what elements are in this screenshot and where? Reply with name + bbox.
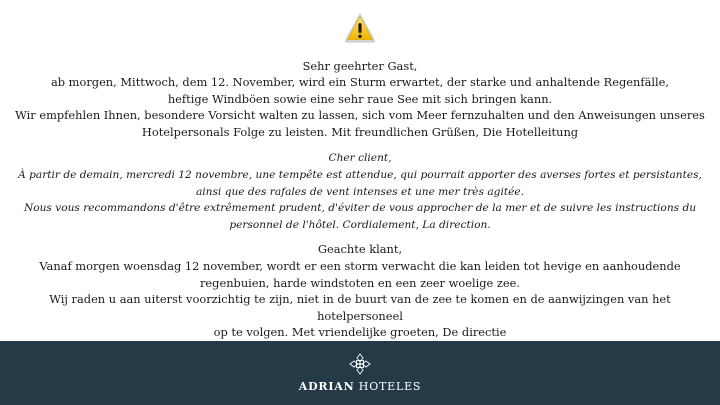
french-greeting: Cher client, — [328, 152, 392, 165]
dutch-line: regenbuien, harde windstoten en een zeer woelige zee. — [199, 275, 521, 290]
brand-name — [299, 380, 422, 393]
german-greeting: Sehr geehrter Gast, — [302, 58, 418, 73]
german-line: ab morgen, Mittwoch, dem 12. November, wird ein Sturm erwartet, der starke und anhaltende Regenfälle, — [50, 75, 670, 90]
french-line: ainsi que des rafales de vent intenses et une mer très agitée. — [195, 185, 525, 198]
warning-triangle-icon — [335, 12, 385, 44]
adrian-hoteles-logo-icon — [349, 353, 371, 375]
french-line: À partir de demain, mercredi 12 novembre, une tempête est attendue, qui pourrait apporter des averses fortes et persistantes, — [18, 169, 702, 182]
french-message — [10, 150, 710, 233]
french-line: Nous vous recommandons d'être extrêmement prudent, d'éviter de vous approcher de la mer et de suivre les instructions du — [23, 202, 697, 215]
dutch-line: Vanaf morgen woensdag 12 november, wordt er een storm verwacht die kan leiden tot hevige en aanhoudende — [39, 259, 681, 274]
french-line: personnel de l'hôtel. Cordialement, La direction. — [229, 218, 491, 231]
hotel-footer — [0, 341, 720, 405]
german-line: Wir empfehlen Ihnen, besondere Vorsicht walten zu lassen, sich vom Meer fernzuhalten und den Anweisungen unseres — [15, 108, 705, 123]
brand-name-bold: ADRIAN — [298, 380, 355, 393]
dutch-line: Wij raden u aan uiterst voorzichtig te zijn, niet in de buurt van de zee te komen en de aanwijzingen van het hotelpersoneel — [49, 292, 671, 323]
dutch-line: op te volgen. Met vriendelijke groeten, De directie — [213, 325, 507, 340]
brand-name-rest: HOTELES — [354, 380, 422, 393]
german-line: heftige Windböen sowie eine sehr raue See mit sich bringen kann. — [167, 91, 553, 106]
german-message — [10, 58, 710, 141]
dutch-message — [10, 241, 710, 341]
dutch-greeting: Geachte klant, — [317, 242, 403, 257]
german-line: Hotelpersonals Folge zu leisten. Mit freundlichen Grüßen, Die Hotelleitung — [141, 124, 579, 139]
